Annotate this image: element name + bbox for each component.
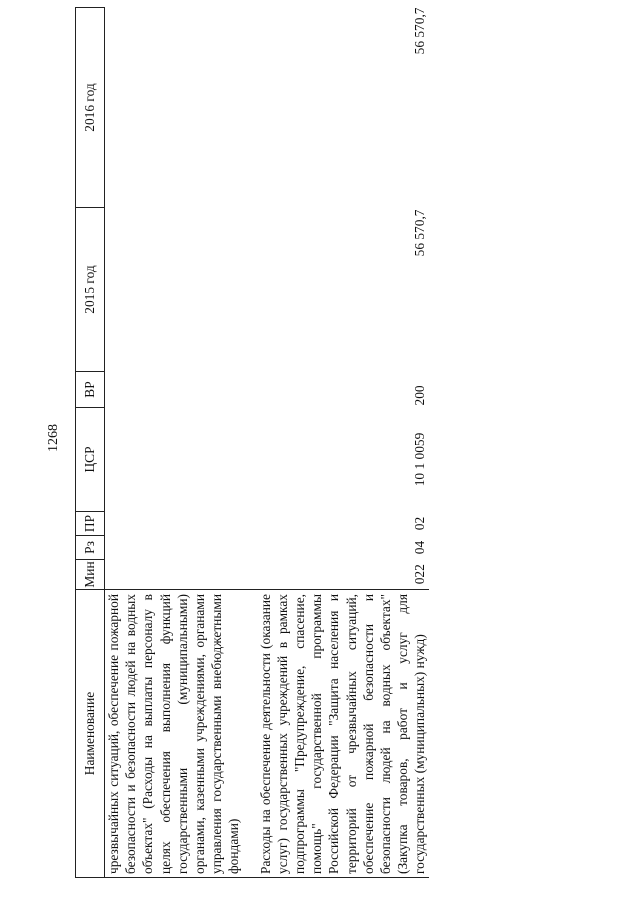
row-name-cell: Расходы на обеспечение деятельности (оказание услуг) государственных учреждений в рамках подпрограммы "Предупреждение, спасение, помощь" государственной программы Российской Федерации "Защита населения и территорий от чрезвычайных ситуаций, обеспечение пожарной безопасности и безопасности людей на водных объектах" (Закупка товаров, работ и услуг для государственных (муниципальных) нужд) [257, 590, 429, 878]
row-pr-cell [105, 512, 257, 536]
row-vr-cell: 200 [412, 385, 428, 406]
row-2016-cell [105, 8, 257, 208]
row-rz-cell [105, 536, 257, 560]
header-min: Мин [76, 560, 105, 590]
header-pr: ПР [76, 512, 105, 536]
header-rz: Рз [76, 536, 105, 560]
table-row [257, 8, 429, 878]
row-vr-cell [105, 372, 257, 408]
page-number: 1268 [46, 424, 61, 452]
row-2016-cell: 56 570,7 [412, 7, 428, 55]
budget-table [75, 7, 429, 878]
row-csr-cell [105, 408, 257, 512]
header-2015: 2015 год [76, 208, 105, 372]
table-header-row [76, 8, 105, 878]
row-rz-cell: 04 [412, 540, 428, 555]
row-min-cell: 022 [412, 564, 428, 585]
row-pr-cell: 02 [412, 516, 428, 531]
row-csr-cell: 10 1 0059 [412, 432, 428, 487]
rotated-page-content [75, 8, 615, 878]
row-2015-cell: 56 570,7 [412, 209, 428, 257]
row-min-cell [105, 560, 257, 590]
header-csr: ЦСР [76, 408, 105, 512]
header-2016: 2016 год [76, 8, 105, 208]
header-name: Наименование [76, 590, 105, 878]
row-name-cell: чрезвычайных ситуаций, обеспечение пожарной безопасности и безопасности людей на водных объектах" (Расходы на выплаты персоналу в целях обеспечения выполнения функций государственными (муниципальными) органами, казенными учреждениями, органами управления государственными внебюджетными фондами) [105, 590, 257, 878]
row-2015-cell [105, 208, 257, 372]
table-row [105, 8, 257, 878]
header-vr: ВР [76, 372, 105, 408]
